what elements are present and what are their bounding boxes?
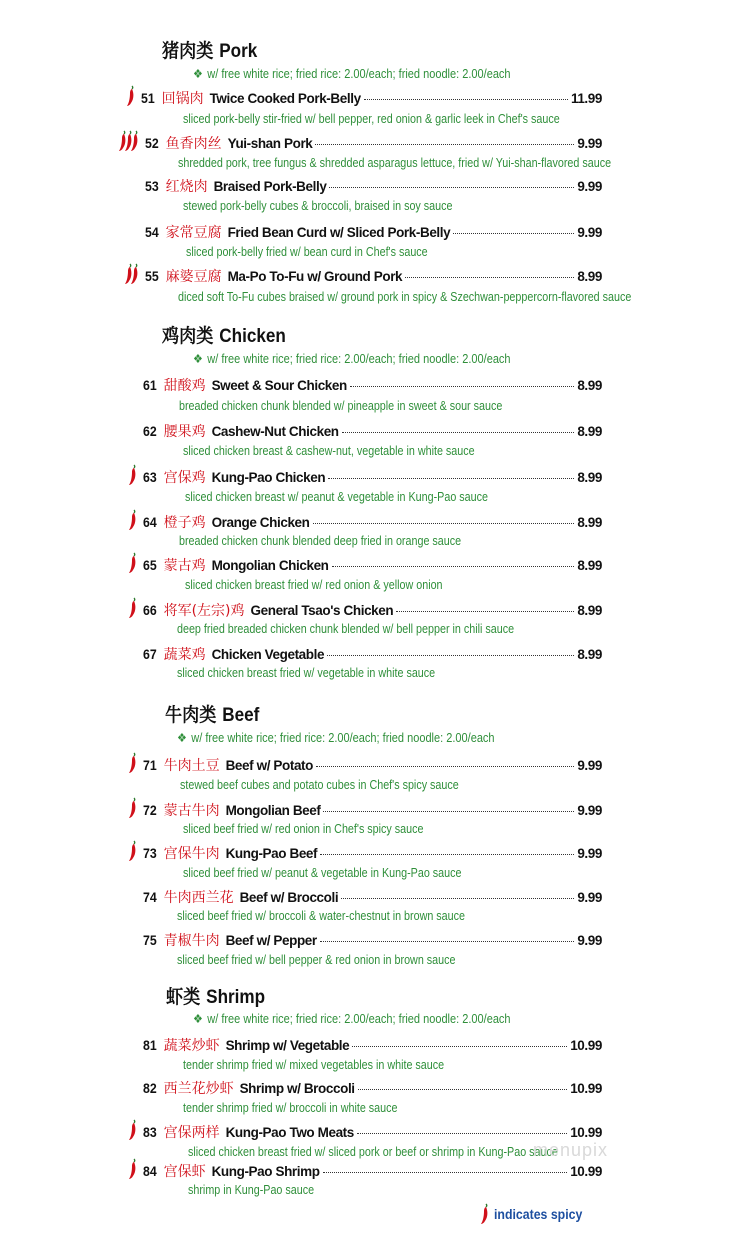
item-name-cn: 蒙古牛肉 (163, 803, 220, 819)
spicy-legend (480, 1203, 594, 1225)
item-price: 9.99 (577, 136, 602, 151)
item-number: 55 (145, 268, 159, 284)
item-price: 8.99 (577, 647, 602, 662)
item-name-cn: 蒙古鸡 (163, 558, 206, 574)
item-name-en: Ma-Po To-Fu w/ Ground Pork (227, 269, 403, 284)
dot-leader (364, 99, 568, 100)
item-number: 72 (143, 802, 157, 818)
item-number: 71 (143, 757, 157, 773)
menu-item (141, 88, 602, 106)
item-name-en: Shrimp w/ Vegetable (225, 1038, 350, 1053)
item-number: 61 (143, 377, 157, 393)
item-description: stewed beef cubes and potato cubes in Chef's spicy sauce (180, 778, 459, 792)
item-price: 10.99 (570, 1081, 602, 1096)
dot-leader (315, 144, 574, 145)
item-name-en: Kung-Pao Two Meats (225, 1125, 354, 1140)
dot-leader (358, 1089, 568, 1090)
item-description: diced soft To-Fu cubes braised w/ ground pork in spicy & Szechwan-peppercorn-flavored sauce (178, 290, 632, 304)
item-number: 66 (143, 602, 157, 618)
item-price: 8.99 (577, 515, 602, 530)
dot-leader (316, 766, 574, 767)
item-description: tender shrimp fried w/ broccoli in white sauce (183, 1101, 398, 1115)
item-price: 11.99 (570, 91, 602, 106)
dot-leader (313, 523, 575, 524)
legend-text: indicates spicy (494, 1206, 583, 1222)
item-number: 65 (143, 557, 157, 573)
item-name-cn: 蔬菜炒虾 (163, 1038, 220, 1054)
item-description: breaded chicken chunk blended w/ pineapple in sweet & sour sauce (179, 399, 503, 413)
section-title-en: Shrimp (206, 987, 266, 1008)
item-name-cn: 麻婆豆腐 (165, 269, 222, 285)
item-number: 83 (143, 1124, 157, 1140)
item-price: 9.99 (577, 179, 602, 194)
chili-pepper-icon (129, 797, 141, 824)
item-number: 81 (143, 1037, 157, 1053)
item-description: sliced beef fried w/ broccoli & water-chestnut in brown sauce (177, 909, 466, 923)
item-name-cn: 家常豆腐 (165, 225, 222, 241)
item-name-en: Braised Pork-Belly (213, 179, 327, 194)
item-price: 9.99 (577, 803, 602, 818)
dot-leader (396, 611, 574, 612)
item-name-en: Orange Chicken (211, 515, 310, 530)
item-price: 10.99 (570, 1038, 602, 1053)
dot-leader (341, 898, 574, 899)
item-name-cn: 宫保牛肉 (163, 846, 220, 862)
dot-leader (327, 655, 574, 656)
item-description: sliced chicken breast & cashew-nut, vegetable in white sauce (183, 444, 475, 458)
section-note (177, 730, 495, 745)
section-title (162, 36, 257, 63)
item-price: 9.99 (577, 758, 602, 773)
item-name-cn: 橙子鸡 (163, 515, 206, 531)
item-name-en: Fried Bean Curd w/ Sliced Pork-Belly (227, 225, 451, 240)
menu-item (143, 1078, 602, 1096)
section-title-en: Pork (219, 41, 258, 62)
item-name-en: Beef w/ Potato (225, 758, 313, 773)
item-description: tender shrimp fried w/ mixed vegetables in white sauce (183, 1058, 445, 1072)
item-price: 9.99 (577, 846, 602, 861)
item-description: breaded chicken chunk blended deep fried in orange sauce (179, 534, 462, 548)
item-number: 53 (145, 178, 159, 194)
menu-item (145, 222, 602, 240)
menu-item (145, 266, 602, 284)
dot-leader (320, 941, 575, 942)
item-price: 8.99 (577, 470, 602, 485)
menu-item (143, 755, 602, 773)
diamond-bullet-icon: ❖ (193, 1012, 203, 1026)
item-name-cn: 宫保鸡 (163, 470, 206, 486)
item-name-cn: 宫保两样 (163, 1125, 220, 1141)
dot-leader (329, 187, 574, 188)
item-name-en: Sweet & Sour Chicken (211, 378, 347, 393)
section-title-en: Beef (222, 705, 260, 726)
dot-leader (328, 478, 574, 479)
item-number: 63 (143, 469, 157, 485)
item-description: stewed pork-belly cubes & broccoli, braised in soy sauce (183, 199, 453, 213)
item-price: 8.99 (577, 424, 602, 439)
item-name-en: Beef w/ Broccoli (239, 890, 339, 905)
item-name-cn: 回锅肉 (161, 91, 204, 107)
dot-leader (320, 854, 574, 855)
item-price: 9.99 (577, 225, 602, 240)
item-price: 10.99 (570, 1125, 602, 1140)
item-number: 54 (145, 224, 159, 240)
menu-item (143, 1161, 602, 1179)
item-price: 10.99 (570, 1164, 602, 1179)
section-note-text: w/ free white rice; fried rice: 2.00/each; fried noodle: 2.00/each (191, 731, 495, 745)
section-title (165, 700, 259, 727)
menu-item (143, 843, 602, 861)
item-price: 9.99 (577, 933, 602, 948)
item-number: 62 (143, 423, 157, 439)
chili-pepper-icon (129, 1119, 141, 1146)
menu-item (143, 930, 602, 948)
item-description: deep fried breaded chicken chunk blended w/ bell pepper in chili sauce (177, 622, 515, 636)
item-number: 67 (143, 646, 157, 662)
item-name-cn: 宫保虾 (163, 1164, 206, 1180)
watermark: menupix (533, 1140, 609, 1160)
menu-item (145, 133, 602, 151)
item-number: 82 (143, 1080, 157, 1096)
item-description: sliced pork-belly fried w/ bean curd in Chef's sauce (186, 245, 428, 259)
chili-pepper-icon (129, 840, 141, 867)
item-name-en: Cashew-Nut Chicken (211, 424, 339, 439)
section-note (193, 351, 511, 366)
menu-item (143, 600, 602, 618)
section-title (166, 982, 265, 1009)
item-name-en: Mongolian Beef (225, 803, 321, 818)
item-number: 52 (145, 135, 159, 151)
diamond-bullet-icon: ❖ (193, 352, 203, 366)
item-name-cn: 青椒牛肉 (163, 933, 220, 949)
item-name-cn: 牛肉西兰花 (163, 890, 234, 906)
dot-leader (323, 1172, 568, 1173)
chili-pepper-icon (129, 597, 141, 624)
dot-leader (350, 386, 574, 387)
chili-pepper-icon (129, 1158, 141, 1185)
item-price: 8.99 (577, 603, 602, 618)
item-name-cn: 西兰花炒虾 (163, 1081, 234, 1097)
item-name-en: Kung-Pao Shrimp (211, 1164, 320, 1179)
item-name-cn: 鱼香肉丝 (165, 136, 222, 152)
item-description: sliced chicken breast fried w/ vegetable in white sauce (177, 666, 436, 680)
item-name-en: General Tsao's Chicken (250, 603, 394, 618)
dot-leader (357, 1133, 567, 1134)
menu-item (143, 644, 602, 662)
section-title-cn: 鸡肉类 (162, 325, 214, 347)
dot-leader (342, 432, 575, 433)
item-number: 84 (143, 1163, 157, 1179)
item-name-cn: 将军(左宗)鸡 (163, 603, 245, 619)
menu-item (143, 375, 602, 393)
section-title-cn: 牛肉类 (165, 704, 217, 726)
menu-item (143, 421, 602, 439)
item-description: sliced chicken breast w/ peanut & vegetable in Kung-Pao sauce (185, 490, 488, 504)
section-title (162, 321, 286, 348)
chili-pepper-icon (129, 509, 141, 536)
dot-leader (352, 1046, 567, 1047)
dot-leader (323, 811, 574, 812)
dot-leader (405, 277, 574, 278)
section-note-text: w/ free white rice; fried rice: 2.00/each; fried noodle: 2.00/each (207, 67, 511, 81)
item-price: 8.99 (577, 378, 602, 393)
chili-pepper-icon (480, 1203, 490, 1225)
menu-item (145, 176, 602, 194)
item-name-en: Kung-Pao Chicken (211, 470, 326, 485)
item-description: sliced chicken breast fried w/ sliced pork or beef or shrimp in Kung-Pao sauce (188, 1145, 558, 1159)
item-price: 9.99 (577, 890, 602, 905)
diamond-bullet-icon: ❖ (193, 67, 203, 81)
item-number: 51 (141, 90, 155, 106)
section-title-cn: 猪肉类 (162, 40, 214, 62)
item-name-cn: 腰果鸡 (163, 424, 206, 440)
item-name-en: Kung-Pao Beef (225, 846, 318, 861)
item-name-en: Mongolian Chicken (211, 558, 329, 573)
item-name-en: Chicken Vegetable (211, 647, 325, 662)
item-price: 8.99 (577, 558, 602, 573)
item-name-en: Twice Cooked Pork-Belly (209, 91, 361, 106)
item-name-en: Beef w/ Pepper (225, 933, 317, 948)
menu-item (143, 1122, 602, 1140)
dot-leader (453, 233, 574, 234)
item-name-cn: 牛肉土豆 (163, 758, 220, 774)
section-note (193, 66, 511, 81)
item-description: shrimp in Kung-Pao sauce (188, 1183, 315, 1197)
item-description: sliced beef fried w/ peanut & vegetable in Kung-Pao sauce (183, 866, 462, 880)
section-note-text: w/ free white rice; fried rice: 2.00/each; fried noodle: 2.00/each (207, 1012, 511, 1026)
item-name-en: Shrimp w/ Broccoli (239, 1081, 355, 1096)
item-description: sliced chicken breast fried w/ red onion & yellow onion (185, 578, 443, 592)
item-description: sliced beef fried w/ bell pepper & red onion in brown sauce (177, 953, 456, 967)
chili-pepper-icon (125, 263, 143, 290)
item-name-cn: 蔬菜鸡 (163, 647, 206, 663)
chili-pepper-icon (127, 85, 139, 112)
section-title-en: Chicken (219, 326, 286, 347)
chili-pepper-icon (129, 464, 141, 491)
section-title-cn: 虾类 (166, 986, 201, 1008)
item-description: sliced beef fried w/ red onion in Chef's spicy sauce (183, 822, 424, 836)
section-note (193, 1011, 511, 1026)
item-description: shredded pork, tree fungus & shredded asparagus lettuce, fried w/ Yui-shan-flavored sauce (178, 156, 612, 170)
menu-item (143, 800, 602, 818)
menu-item (143, 887, 602, 905)
item-name-en: Yui-shan Pork (227, 136, 313, 151)
item-number: 73 (143, 845, 157, 861)
section-note-text: w/ free white rice; fried rice: 2.00/each; fried noodle: 2.00/each (207, 352, 511, 366)
menu-item (143, 1035, 602, 1053)
menu-item (143, 467, 602, 485)
item-number: 75 (143, 932, 157, 948)
menu-item (143, 555, 602, 573)
chili-pepper-icon (129, 552, 141, 579)
chili-pepper-icon (119, 130, 143, 157)
menu-item (143, 512, 602, 530)
chili-pepper-icon (129, 752, 141, 779)
item-price: 8.99 (577, 269, 602, 284)
item-number: 64 (143, 514, 157, 530)
dot-leader (332, 566, 575, 567)
item-number: 74 (143, 889, 157, 905)
item-name-cn: 红烧肉 (165, 179, 208, 195)
diamond-bullet-icon: ❖ (177, 731, 187, 745)
item-name-cn: 甜酸鸡 (163, 378, 206, 394)
item-description: sliced pork-belly stir-fried w/ bell pepper, red onion & garlic leek in Chef's sauce (183, 112, 560, 126)
